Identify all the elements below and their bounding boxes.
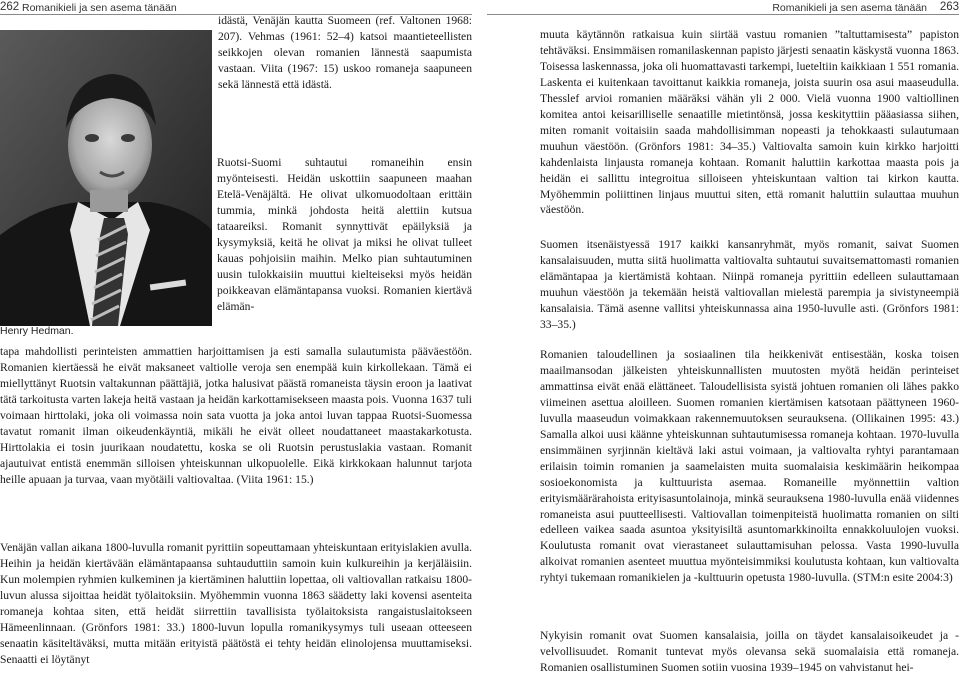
body-paragraph-4: Nykyisin romanit ovat Suomen kansalaisia, joilla on täydet kansalaisoikeudet ja -velvollisuudet. Romanit tuntevat myös olevansa sekä suomalaisia että romaneja. Romanien osallistuminen Suomen sotiin vuosina 1939–1945 on vahvistanut hei- — [540, 629, 959, 674]
portrait-photo — [0, 30, 212, 326]
right-running-title: Romanikieli ja sen asema tänään — [772, 2, 927, 14]
body-text-wrap-a: idästä, Venäjän kautta Suomeen (ref. Valtonen 1968: 207). Vehmas (1961: 52–4) katsoi maantieteellisten seikkojen olevan romanien lännestä saapumista vastaan. Viita (1967: 15) uskoo romaneja saapuneen sekä lännestä että idästä. — [218, 14, 472, 91]
left-page-number: 262 — [0, 1, 20, 13]
left-running-title: Romanikieli ja sen asema tänään — [22, 2, 177, 14]
body-paragraph-1: muuta käytännön ratkaisua kuin siirtää vastuu romanien ”taltuttamisesta” papiston tehtäväksi. Ensimmäisen romanilaskennan papisto järjesti senaatin käskystä vuonna 1863. Toisessa laskennassa, joka oli huomattavasti tarkempi, lueteltiin kaikkiaan 1 551 romania. Laskenta ei kuitenkaan tavoittanut kaikkia romaneja, joista suurin osa asui maaseudulla. Thesslef arvioi romanien määräksi vähän yli 2 000. Vielä vuonna 1900 valtiollinen komitea antoi keisarilliselle senaatille mietintönsä, jossa keskityttiin pääasiassa siihen, miten romanit voitaisiin saada mahdollisimman nopeasti ja tehokkaasti sulautumaan muuhun väestöön. (Grönfors 1981: 34–35.) Valtiovalta samoin kuin kirkko harjoitti kahdenlaista linjausta romaneja kohtaan. Romanit haluttiin karkottaa maasta pois ja heidän ei sallittu integroitua silloiseen yhteiskuntaan valtion tai kirkon kautta. Myöhemmin poliittinen linjaus muuttui siten, että romanit haluttiin sulauttaa muuhun väestöön. — [540, 28, 959, 217]
body-text-full-b: Venäjän vallan aikana 1800-luvulla romanit pyrittiin sopeuttamaan yhteiskuntaan erityislakien avulla. Heihin ja heidän kiertävään elämäntapaansa suhtauduttiin samoin kuin kulkureihin ja kerjäläisiin. Kun molempien ryhmien kulkeminen ja kiertäminen haluttiin lopettaa, oli valtiovallan ratkaisu 1800-luvun alussa sijoittaa heidät työlaitoksiin. Myöhemmin vuonna 1863 säädetty laki kovensi asenteita romaneja kohtaa siten, että heidät siirrettiin tavallisista työlaitoksista rangaistuslaitokseen Hämeenlinnaan. (Grönfors 1981: 33.) 1800-luvun lopulla romanikysymys tuli useaan otteeseen senaatin käsiteltäväksi, mutta mitään erityistä päätöstä ei tehty heidän elinolojensa muuttamiseksi. Senaatti ei löytänyt — [0, 541, 472, 666]
right-page-header — [487, 0, 959, 15]
portrait-illustration — [0, 30, 212, 326]
left-page — [0, 0, 472, 677]
right-page — [487, 0, 959, 677]
body-text-full-a: tapa mahdollisti perinteisten ammattien harjoittamisen ja esti samalla sulautumista pääväestöön. Romanien kiertäessä he eivät maksaneet valtiolle veroja sen enempää kuin kirkollekaan. Tämä ei miellyttänyt Ruotsin valtakunnan päättäjiä, jotka halusivat päästä romaneista täysin eroon ja laativat tätä tarkoitusta varten lakeja heitä vastaan ja heidän karkottamisekseen maasta pois. Vuonna 1637 tuli voimaan hirttolaki, joka oli voimassa noin sata vuotta ja joka antoi luvan tappaa Ruotsi-Suomessa tavatut romanit ilman oikeudenkäyntiä, mikäli he eivät olleet noudattaneet maastakarkotusta. Hirttolakia ei tosin juurikaan noudatettu, koska se oli Ruotsin perustuslakia vastaan. Romanit ajautuivat entistä enemmän silloisen yhteiskunnan ulkopuolelle. Eikä kirkkokaan halunnut tarjota heille apuaan ja turvaa, vaan myötäili valtiovaltaa. (Viita 1961: 15.) — [0, 345, 472, 486]
body-paragraph-3: Romanien taloudellinen ja sosiaalinen tila heikkenivät entisestään, koska toisen maailmansodan jälkeisten yhteiskunnallisten muutosten myötä heidän perinteiset ammattinsa eivät enää elättäneet. Taloudellisista syistä johtuen romanien oli lähes pakko viimeinen asettua aloilleen. Suomen romanien kiertämisen katsotaan päättyneen 1960-luvulla maaseudun voimakkaan rakennemuutoksen seurauksena. (Ollikainen 1995: 43.) Samalla alkoi uusi käänne yhteiskunnan suhtautumisessa romaneja kohtaan. 1970-luvulla ensimmäinen syrjinnän kieltävä laki astui voimaan, ja valtiovalta ryhtyi parantamaan erilaisin toimin romanien ja saamelaisten muita suomalaisia keskimäärin heikompaa sosioekonomista ja kulttuurista asemaa. Romaneille myönnettiin valtion erityismäärärahoista erityisasuntolainoja, minkä seurauksena 1980-luvulla enää viidennes romaneista asui puutteellisesti. Valtiovallan toimenpiteistä huolimatta romanien on silti edelleen vaikea saada asuntoa yksityisiltä asuntomarkkinoilta ennakkoluulojen vuoksi. Koulutusta romanit ovat vierastaneet sulauttamisuhan pelossa. Vasta 1990-luvulla alkoivat romanien asenteet muuttua myönteisimmiksi koulutusta kohtaan, kun valtiovalta ryhtyi tukemaan romanikielen ja -kulttuurin opetusta 1980-luvulla. (STM:n esite 2004:3) — [540, 348, 959, 585]
right-page-number: 263 — [939, 1, 959, 13]
body-text-wrap-b: Ruotsi-Suomi suhtautui romaneihin ensin myönteisesti. Heidän uskottiin saapuneen maahan Etelä-Venäjältä. He olivat ulkomuodoltaan erittäin tummia, minkä johdosta heitä alettiin kutsua tataareiksi. Romanit synnyttivät epäilyksiä ja kysymyksiä, keitä he olivat ja miksi he olivat tulleet kauas pohjoisiin maihin. Melko pian suhtautuminen uusin tulokkaisiin muuttui kielteiseksi myös heidän poikkeavan elämäntapansa vuoksi. Romanien kiertävä elämän- — [217, 156, 472, 313]
photo-caption: Henry Hedman. — [0, 325, 74, 337]
right-header-rule — [487, 14, 959, 15]
body-paragraph-2: Suomen itsenäistyessä 1917 kaikki kansanryhmät, myös romanit, saivat Suomen kansalaisuuden, mutta siitä huolimatta valtiovalta suhtautui suvaitsemattomasti romanien elämäntapaa ja kiertämistä kohtaan. Niinpä romaneja pyrittiin edelleen sulauttamaan muuhun väestöön ja tekemään heistä valtiovallan mielestä parempia ja sivistyneempiä kansalaisia. Tämä asenne vallitsi yhteiskunnassa aina 1950-luvulle asti. (Grönfors 1981: 33–35.) — [540, 238, 959, 331]
